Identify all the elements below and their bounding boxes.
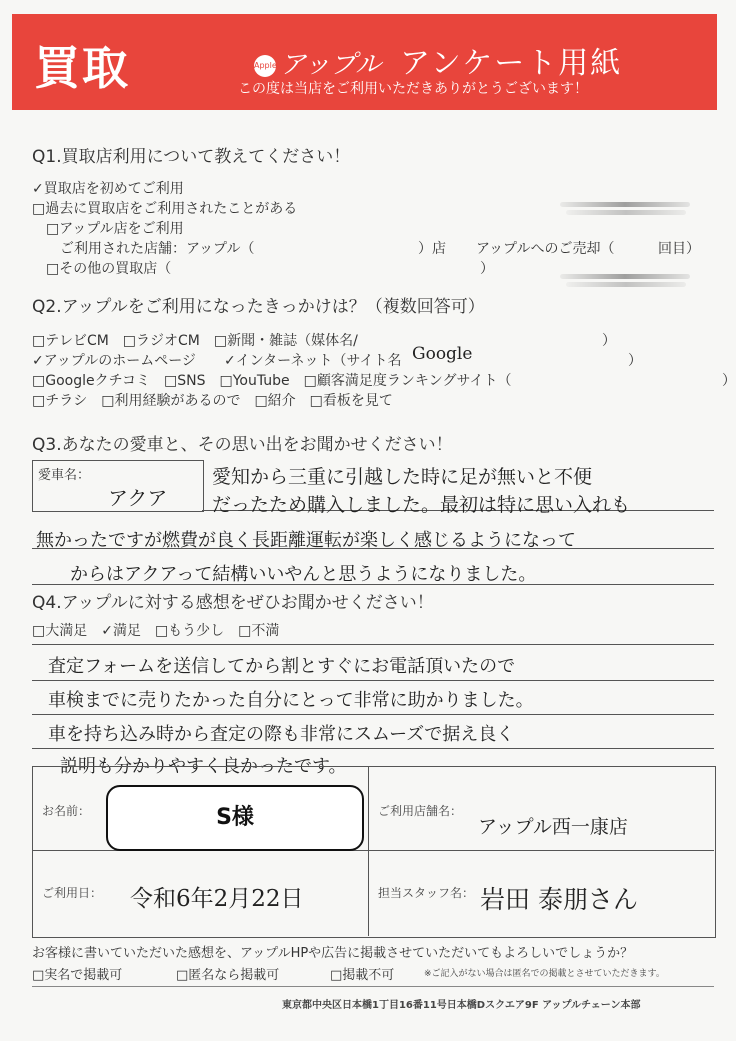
q2-row-media[interactable]: □テレビCM □ラジオCM □新聞・雑誌（媒体名/ bbox=[32, 333, 358, 349]
footer-divider bbox=[32, 986, 714, 987]
ruled-line bbox=[32, 714, 714, 715]
q2-internet-close: ） bbox=[628, 353, 642, 369]
q2-row-other[interactable]: □チラシ □利用経験があるので □紹介 □看板を見て bbox=[32, 393, 393, 409]
car-memory-line-2: だったため購入しました。最初は特に思い入れも bbox=[212, 494, 631, 516]
form-subtitle: この度は当店をご利用いただきありがとうございます！ bbox=[238, 81, 588, 97]
q1-option-apple-store[interactable]: □アップル店をご利用 bbox=[46, 221, 184, 237]
q3-title: Q3.あなたの愛車と、その思い出をお聞かせください！ bbox=[32, 435, 453, 455]
q4-comment-line-4: 説明も分かりやすく良かったです。 bbox=[60, 756, 347, 777]
info-table-divider bbox=[368, 766, 369, 936]
q1-store-suffix: ）店 bbox=[418, 241, 446, 257]
q2-row-online-close: ） bbox=[722, 373, 736, 389]
consent-declined[interactable]: □掲載不可 bbox=[330, 968, 395, 983]
q4-title: Q4.アップルに対する感想をぜひお聞かせください！ bbox=[32, 593, 434, 613]
q1-other-store-close: ） bbox=[480, 261, 494, 277]
logo-text: アップル bbox=[280, 50, 382, 80]
header-banner bbox=[12, 14, 717, 110]
scribble-mark bbox=[566, 282, 686, 287]
q2-row-online[interactable]: □Googleクチコミ □SNS □YouTube □顧客満足度ランキングサイト（ bbox=[32, 373, 512, 389]
name-value: S様 bbox=[106, 785, 364, 851]
q1-sale-count-label: アップルへのご売却（ bbox=[476, 241, 615, 257]
scribble-mark bbox=[566, 210, 686, 215]
publish-consent-question: お客様に書いていただいた感想を、アップルHPや広告に掲載させていただいてもよろしいでしょうか？ bbox=[32, 946, 634, 961]
date-label: ご利用日： bbox=[42, 886, 103, 900]
q1-sale-count-suffix: 回目） bbox=[658, 241, 700, 257]
consent-real-name[interactable]: □実名で掲載可 bbox=[32, 968, 123, 983]
ruled-line bbox=[32, 748, 714, 749]
q1-option-other-store[interactable]: □その他の買取店（ bbox=[46, 261, 172, 277]
kaitori-logo: 買取 bbox=[34, 41, 130, 95]
q2-option-homepage[interactable]: ✓アップルのホームページ bbox=[32, 353, 196, 369]
q2-option-internet[interactable]: ✓インターネット（サイト名 bbox=[224, 353, 402, 369]
car-memory-line-3: 無かったですが燃費が良く長距離運転が楽しく感じるようになって bbox=[36, 530, 576, 551]
q2-site-name-handwritten: Google bbox=[412, 344, 473, 364]
form-title: アンケート用紙 bbox=[400, 46, 623, 81]
company-address: 東京都中央区日本橋1丁目16番11号日本橋Dスクエア9F アップルチェーン本部 bbox=[282, 1000, 641, 1011]
scribble-mark bbox=[560, 274, 690, 279]
car-name-value: アクア bbox=[108, 486, 168, 510]
scribble-mark bbox=[560, 202, 690, 207]
car-memory-line-4: からはアクアって結構いいやんと思うようになりました。 bbox=[70, 564, 537, 585]
shop-label: ご利用店舗名： bbox=[378, 804, 463, 818]
q1-option-past-use[interactable]: □過去に買取店をご利用されたことがある bbox=[32, 201, 298, 217]
q4-comment-line-1: 査定フォームを送信してから割とすぐにお電話頂いたので bbox=[48, 656, 516, 677]
q4-comment-line-3: 車を持ち込み時から査定の際も非常にスムーズで据え良く bbox=[48, 724, 515, 745]
apple-logo bbox=[254, 44, 381, 81]
car-memory-line-1: 愛知から三重に引越した時に足が無いと不便 bbox=[212, 466, 593, 488]
staff-value: 岩田 泰朋さん bbox=[480, 885, 638, 914]
date-value: 令和6年2月22日 bbox=[130, 886, 304, 912]
q2-title: Q2.アップルをご利用になったきっかけは？（複数回答可） bbox=[32, 297, 485, 317]
q4-comment-line-2: 車検までに売りたかった自分にとって非常に助かりました。 bbox=[48, 690, 534, 711]
shop-value: アップル西一康店 bbox=[478, 816, 628, 838]
q2-row-media-close: ） bbox=[602, 333, 616, 349]
q1-option-first-time[interactable]: ✓買取店を初めてご利用 bbox=[32, 181, 184, 197]
q1-title: Q1.買取店利用について教えてください！ bbox=[32, 147, 351, 167]
q4-satisfaction-options[interactable]: □大満足 ✓満足 □もう少し □不満 bbox=[32, 623, 280, 639]
ruled-line bbox=[32, 644, 714, 645]
q1-store-used-label: ご利用された店舗：アップル（ bbox=[60, 241, 255, 257]
consent-note: ※ご記入がない場合は匿名での掲載とさせていただきます。 bbox=[424, 969, 665, 979]
name-label: お名前： bbox=[42, 804, 91, 818]
staff-label: 担当スタッフ名： bbox=[378, 886, 475, 900]
car-name-label: 愛車名： bbox=[38, 468, 91, 483]
ruled-line bbox=[32, 680, 714, 681]
apple-icon: Apple bbox=[254, 55, 276, 77]
consent-anonymous[interactable]: □匿名なら掲載可 bbox=[176, 968, 280, 983]
